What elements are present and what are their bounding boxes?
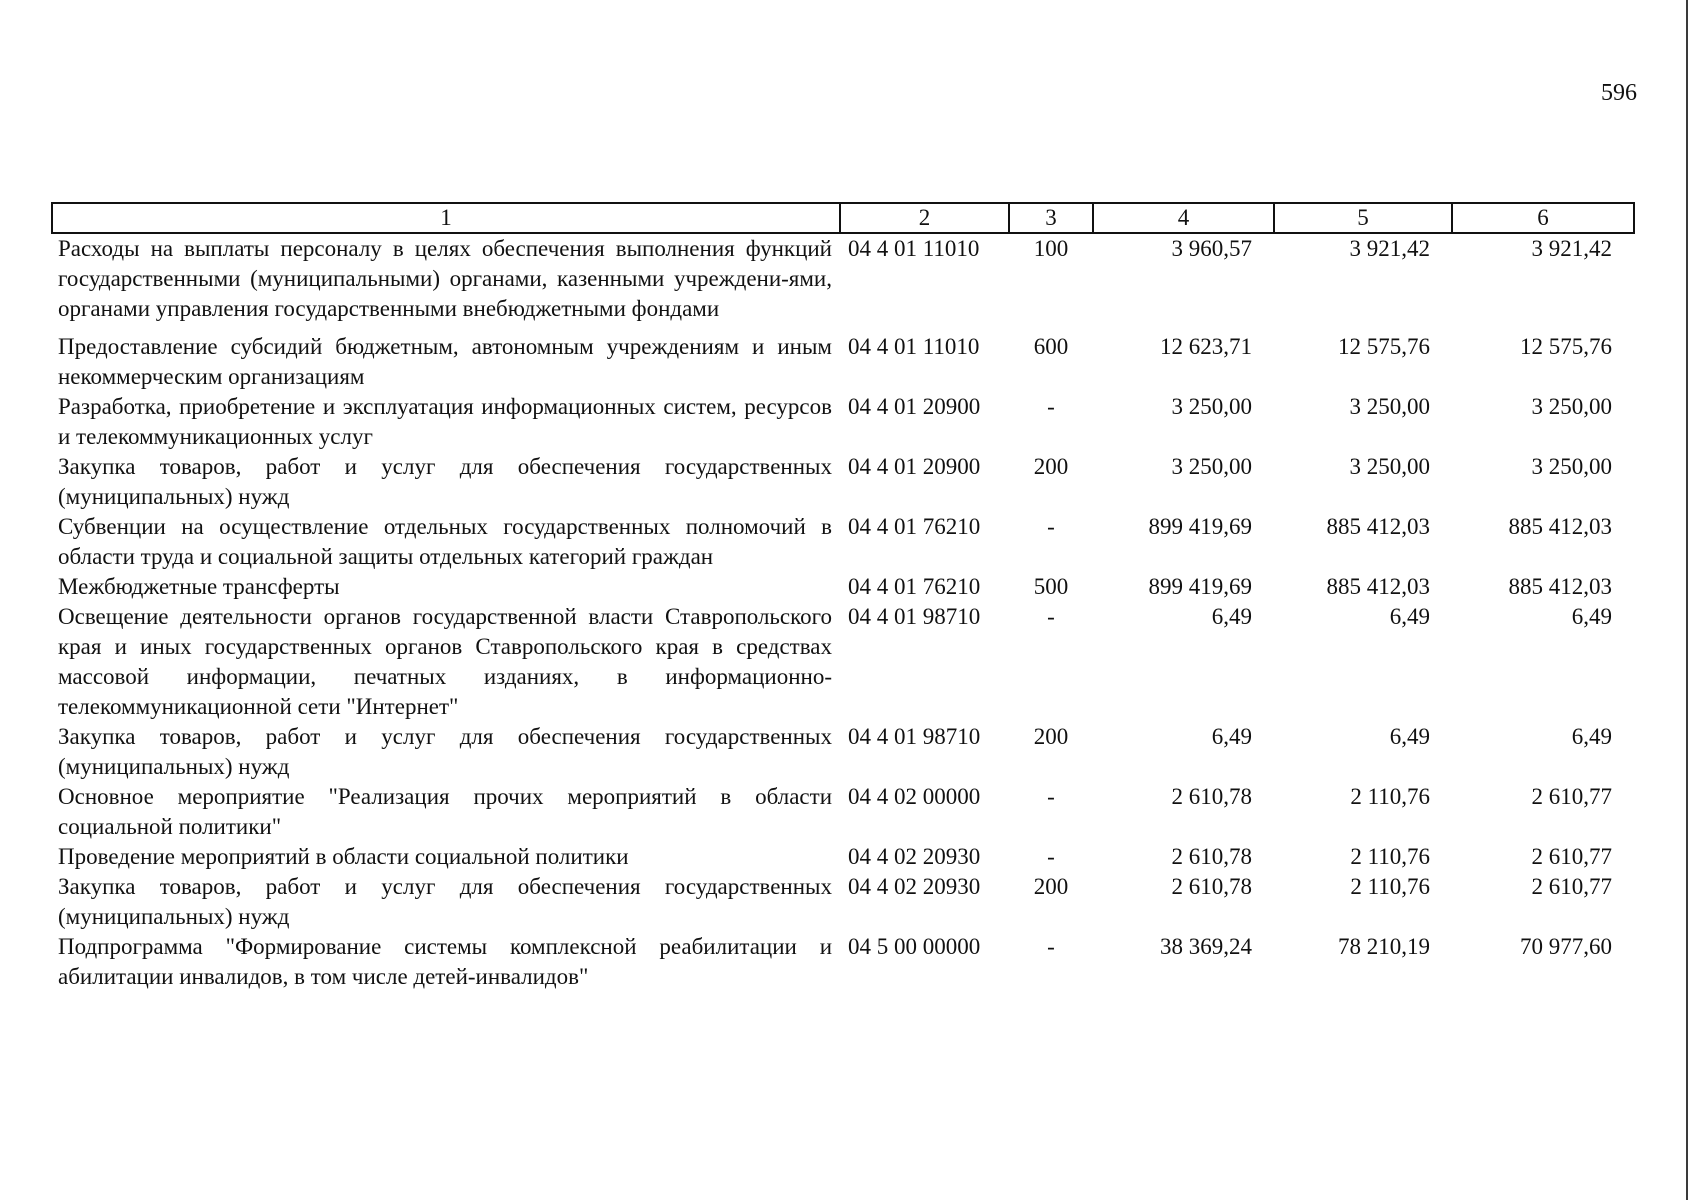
row-name: Разработка, приобретение и эксплуатация информационных систем, ресурсов и телекоммуникационных услуг xyxy=(58,394,832,449)
table-row xyxy=(52,842,1634,872)
row-value-4: 2 610,78 xyxy=(1171,784,1252,809)
scan-edge-line xyxy=(1686,0,1688,1200)
row-name: Подпрограмма "Формирование системы комплексной реабилитации и абилитации инвалидов, в том числе детей-инвалидов" xyxy=(58,934,832,989)
row-value-6: 2 610,77 xyxy=(1531,874,1612,899)
table-row xyxy=(52,452,1634,512)
header-col-2: 2 xyxy=(840,203,1009,233)
table-row xyxy=(52,572,1634,602)
row-name: Основное мероприятие "Реализация прочих мероприятий в области социальной политики" xyxy=(58,784,832,839)
row-value-6: 885 412,03 xyxy=(1508,574,1612,599)
row-value-5: 6,49 xyxy=(1389,724,1430,749)
row-value-4: 899 419,69 xyxy=(1148,514,1252,539)
table-row xyxy=(52,872,1634,932)
row-value-6: 2 610,77 xyxy=(1531,844,1612,869)
table-row xyxy=(52,233,1634,332)
row-value-4: 3 250,00 xyxy=(1171,394,1252,419)
row-value-4: 12 623,71 xyxy=(1160,334,1252,359)
row-expense-type: - xyxy=(1047,604,1055,629)
row-value-6: 70 977,60 xyxy=(1520,934,1612,959)
table-row xyxy=(52,332,1634,392)
row-value-4: 2 610,78 xyxy=(1171,874,1252,899)
row-value-4: 899 419,69 xyxy=(1148,574,1252,599)
row-value-4: 38 369,24 xyxy=(1160,934,1252,959)
row-code: 04 4 01 76210 xyxy=(848,574,981,599)
row-code: 04 5 00 00000 xyxy=(848,934,981,959)
row-value-5: 885 412,03 xyxy=(1326,574,1430,599)
row-code: 04 4 01 76210 xyxy=(848,514,981,539)
row-value-6: 3 250,00 xyxy=(1531,394,1612,419)
row-name: Предоставление субсидий бюджетным, автономным учреждениям и иным некоммерческим организациям xyxy=(58,334,832,389)
row-name: Субвенции на осуществление отдельных государственных полномочий в области труда и социальной защиты отдельных категорий граждан xyxy=(58,514,832,569)
header-col-4: 4 xyxy=(1093,203,1274,233)
row-code: 04 4 01 98710 xyxy=(848,604,981,629)
header-col-3: 3 xyxy=(1009,203,1093,233)
row-name: Межбюджетные трансферты xyxy=(58,574,340,599)
row-code: 04 4 02 20930 xyxy=(848,844,981,869)
row-value-5: 78 210,19 xyxy=(1338,934,1430,959)
row-name: Закупка товаров, работ и услуг для обеспечения государственных (муниципальных) нужд xyxy=(58,874,832,929)
row-expense-type: 600 xyxy=(1033,334,1069,359)
table-row xyxy=(52,932,1634,992)
header-col-5: 5 xyxy=(1274,203,1452,233)
row-value-6: 6,49 xyxy=(1571,724,1612,749)
table-row xyxy=(52,782,1634,842)
header-col-1: 1 xyxy=(52,203,840,233)
row-value-5: 2 110,76 xyxy=(1350,844,1430,869)
budget-table xyxy=(51,202,1635,992)
row-expense-type: 200 xyxy=(1033,874,1069,899)
page-number: 596 xyxy=(1601,80,1637,106)
row-name: Расходы на выплаты персоналу в целях обеспечения выполнения функций государственными (муниципальными) органами, казенными учреждени-ями, органами управления государственными внебюджетными фондами xyxy=(58,236,832,321)
row-expense-type: - xyxy=(1047,934,1055,959)
row-code: 04 4 01 11010 xyxy=(848,236,980,261)
table-header-row xyxy=(52,203,1634,233)
row-expense-type: - xyxy=(1047,784,1055,809)
row-value-5: 2 110,76 xyxy=(1350,784,1430,809)
row-expense-type: 500 xyxy=(1033,574,1069,599)
row-code: 04 4 02 00000 xyxy=(848,784,981,809)
row-expense-type: 100 xyxy=(1033,236,1069,261)
table-row xyxy=(52,392,1634,452)
row-expense-type: - xyxy=(1047,514,1055,539)
row-value-6: 6,49 xyxy=(1571,604,1612,629)
row-name: Закупка товаров, работ и услуг для обеспечения государственных (муниципальных) нужд xyxy=(58,454,832,509)
row-value-6: 12 575,76 xyxy=(1520,334,1612,359)
row-value-4: 3 960,57 xyxy=(1171,236,1252,261)
table-row xyxy=(52,512,1634,572)
header-col-6: 6 xyxy=(1452,203,1634,233)
row-value-6: 3 250,00 xyxy=(1531,454,1612,479)
row-value-6: 3 921,42 xyxy=(1531,236,1612,261)
row-expense-type: - xyxy=(1047,844,1055,869)
row-value-4: 3 250,00 xyxy=(1171,454,1252,479)
table-row xyxy=(52,722,1634,782)
row-value-6: 885 412,03 xyxy=(1508,514,1612,539)
row-value-5: 6,49 xyxy=(1389,604,1430,629)
row-value-4: 6,49 xyxy=(1211,724,1252,749)
row-value-4: 2 610,78 xyxy=(1171,844,1252,869)
row-value-5: 2 110,76 xyxy=(1350,874,1430,899)
row-value-5: 12 575,76 xyxy=(1338,334,1430,359)
row-code: 04 4 01 11010 xyxy=(848,334,980,359)
row-value-5: 885 412,03 xyxy=(1326,514,1430,539)
row-name: Освещение деятельности органов государственной власти Ставропольского края и иных государственных органов Ставропольского края в средствах массовой информации, печатных изданиях, в информационно-телекоммуникационной сети "Интернет" xyxy=(58,604,832,719)
row-code: 04 4 01 20900 xyxy=(848,454,981,479)
row-name: Закупка товаров, работ и услуг для обеспечения государственных (муниципальных) нужд xyxy=(58,724,832,779)
row-expense-type: 200 xyxy=(1033,724,1069,749)
row-code: 04 4 01 98710 xyxy=(848,724,981,749)
row-value-5: 3 921,42 xyxy=(1349,236,1430,261)
row-value-5: 3 250,00 xyxy=(1349,454,1430,479)
row-value-6: 2 610,77 xyxy=(1531,784,1612,809)
row-value-4: 6,49 xyxy=(1211,604,1252,629)
row-expense-type: - xyxy=(1047,394,1055,419)
row-name: Проведение мероприятий в области социальной политики xyxy=(58,844,629,869)
row-code: 04 4 02 20930 xyxy=(848,874,981,899)
table-row xyxy=(52,602,1634,722)
row-code: 04 4 01 20900 xyxy=(848,394,981,419)
row-value-5: 3 250,00 xyxy=(1349,394,1430,419)
row-expense-type: 200 xyxy=(1033,454,1069,479)
